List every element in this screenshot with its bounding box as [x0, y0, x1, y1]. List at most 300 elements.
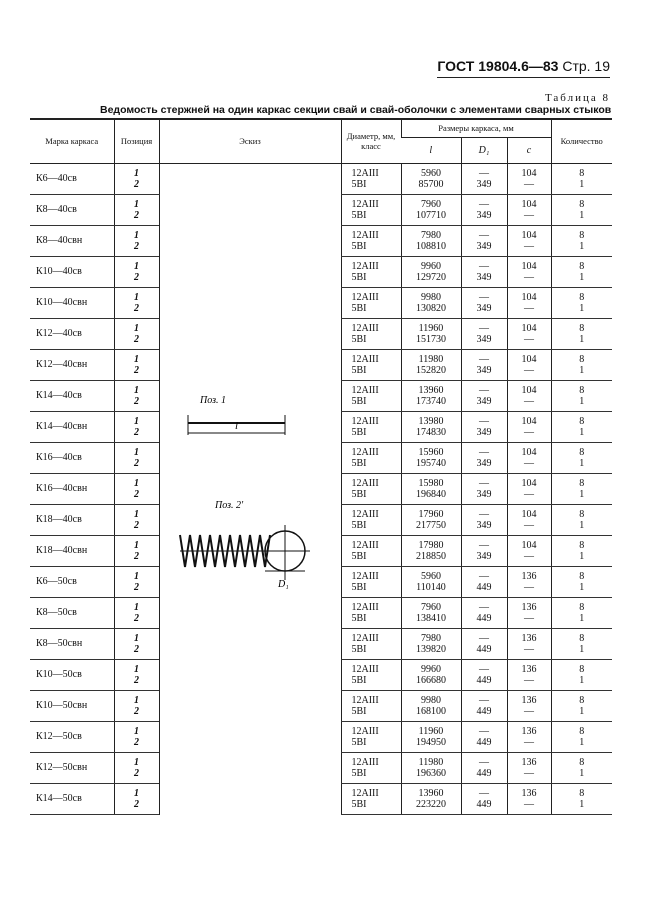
position-2: 2	[134, 178, 139, 190]
col-mark: Марка каркаса	[30, 119, 114, 163]
l-cell	[401, 194, 461, 225]
c-cell	[507, 721, 551, 752]
l-1: 17980	[418, 539, 444, 551]
position-cell	[114, 504, 159, 535]
c-1: 136	[521, 725, 537, 737]
d1-1: —	[479, 353, 489, 365]
position-2: 2	[134, 457, 139, 469]
d1-cell	[461, 597, 507, 628]
qty-1: 8	[579, 415, 585, 427]
position-2: 2	[134, 209, 139, 221]
c-2: —	[524, 674, 534, 686]
diameter-2: 5ВI	[351, 581, 367, 593]
d1-1: —	[479, 446, 489, 458]
mark-cell: К10—40свн	[30, 287, 114, 318]
c-1: 104	[521, 446, 537, 458]
mark-cell: К14—40св	[30, 380, 114, 411]
c-cell	[507, 442, 551, 473]
qty-cell	[551, 628, 612, 659]
d1-1: —	[479, 384, 489, 396]
diameter-2: 5ВI	[351, 519, 367, 531]
position-1: 1	[134, 663, 139, 675]
diameter-1: 12АIII	[351, 601, 379, 613]
col-qty: Количество	[551, 119, 612, 163]
position-1: 1	[134, 508, 139, 520]
position-cell	[114, 473, 159, 504]
position-2: 2	[134, 643, 139, 655]
c-2: —	[524, 395, 534, 407]
d1-cell	[461, 752, 507, 783]
pos1-label: Поз. 1	[200, 395, 226, 406]
qty-cell	[551, 256, 612, 287]
c-2: —	[524, 271, 534, 283]
l-1: 11980	[418, 756, 444, 768]
position-2: 2	[134, 302, 139, 314]
d1-1: —	[479, 508, 489, 520]
l-2: 85700	[418, 178, 444, 190]
l-1: 9980	[421, 694, 441, 706]
d1-2: 349	[476, 209, 492, 221]
d1-2: 349	[476, 426, 492, 438]
position-cell	[114, 194, 159, 225]
d1-2: 449	[476, 581, 492, 593]
qty-1: 8	[579, 322, 585, 334]
position-2: 2	[134, 426, 139, 438]
d1-1: —	[479, 539, 489, 551]
qty-1: 8	[579, 725, 585, 737]
position-cell	[114, 659, 159, 690]
position-1: 1	[134, 601, 139, 613]
d1-2: 449	[476, 643, 492, 655]
d1-1: —	[479, 663, 489, 675]
position-cell	[114, 535, 159, 566]
diameter-2: 5ВI	[351, 643, 367, 655]
position-2: 2	[134, 798, 139, 810]
l-2: 166680	[416, 674, 446, 686]
qty-2: 1	[579, 457, 585, 469]
qty-2: 1	[579, 209, 585, 221]
l-cell	[401, 721, 461, 752]
diameter-2: 5ВI	[351, 271, 367, 283]
l-1: 9960	[421, 260, 441, 272]
qty-1: 8	[579, 570, 585, 582]
l-1: 9980	[421, 291, 441, 303]
c-cell	[507, 163, 551, 194]
diameter-cell	[341, 690, 401, 721]
d1-1: —	[479, 477, 489, 489]
position-cell	[114, 349, 159, 380]
diameter-cell	[341, 194, 401, 225]
l-cell	[401, 783, 461, 814]
diameter-cell	[341, 411, 401, 442]
l-cell	[401, 690, 461, 721]
c-1: 104	[521, 291, 537, 303]
d1-cell	[461, 721, 507, 752]
c-2: —	[524, 426, 534, 438]
l-cell	[401, 318, 461, 349]
c-1: 136	[521, 632, 537, 644]
diameter-2: 5ВI	[351, 612, 367, 624]
c-1: 104	[521, 322, 537, 334]
position-cell	[114, 163, 159, 194]
d1-1: —	[479, 570, 489, 582]
qty-cell	[551, 504, 612, 535]
diameter-1: 12АIII	[351, 291, 379, 303]
qty-cell	[551, 752, 612, 783]
d1-1: —	[479, 694, 489, 706]
d1-2: 349	[476, 178, 492, 190]
position-1: 1	[134, 260, 139, 272]
position-1: 1	[134, 694, 139, 706]
diameter-1: 12АIII	[351, 446, 379, 458]
position-cell	[114, 225, 159, 256]
diameter-1: 12АIII	[351, 260, 379, 272]
diameter-1: 12АIII	[351, 725, 379, 737]
l-1: 5960	[421, 167, 441, 179]
diameter-cell	[341, 659, 401, 690]
mark-cell: К8—50св	[30, 597, 114, 628]
diameter-cell	[341, 721, 401, 752]
table-number: Таблица 8	[544, 92, 610, 104]
qty-cell	[551, 411, 612, 442]
c-cell	[507, 783, 551, 814]
qty-2: 1	[579, 178, 585, 190]
position-2: 2	[134, 705, 139, 717]
position-cell	[114, 287, 159, 318]
l-2: 173740	[416, 395, 446, 407]
position-1: 1	[134, 632, 139, 644]
diameter-1: 12АIII	[351, 477, 379, 489]
qty-2: 1	[579, 426, 585, 438]
d1-2: 349	[476, 457, 492, 469]
qty-cell	[551, 380, 612, 411]
d1-2: 349	[476, 519, 492, 531]
diameter-2: 5ВI	[351, 240, 367, 252]
c-1: 136	[521, 694, 537, 706]
col-c: c	[507, 137, 551, 163]
d1-2: 349	[476, 488, 492, 500]
qty-cell	[551, 194, 612, 225]
diameter-2: 5ВI	[351, 550, 367, 562]
d1-2: 449	[476, 674, 492, 686]
position-1: 1	[134, 198, 139, 210]
d1-1: —	[479, 632, 489, 644]
diameter-2: 5ВI	[351, 302, 367, 314]
diameter-1: 12АIII	[351, 322, 379, 334]
position-2: 2	[134, 333, 139, 345]
mark-cell: К10—40св	[30, 256, 114, 287]
c-2: —	[524, 333, 534, 345]
diameter-2: 5ВI	[351, 705, 367, 717]
diameter-cell	[341, 225, 401, 256]
l-2: 129720	[416, 271, 446, 283]
c-2: —	[524, 457, 534, 469]
diameter-2: 5ВI	[351, 457, 367, 469]
mark-cell: К12—40св	[30, 318, 114, 349]
d1-2: 449	[476, 767, 492, 779]
qty-2: 1	[579, 302, 585, 314]
l-cell	[401, 752, 461, 783]
position-2: 2	[134, 364, 139, 376]
mark-cell: К14—50св	[30, 783, 114, 814]
page-number: Стр. 19	[562, 58, 610, 74]
c-cell	[507, 194, 551, 225]
c-2: —	[524, 767, 534, 779]
qty-cell	[551, 163, 612, 194]
diameter-cell	[341, 287, 401, 318]
qty-cell	[551, 349, 612, 380]
qty-2: 1	[579, 612, 585, 624]
position-cell	[114, 256, 159, 287]
c-2: —	[524, 488, 534, 500]
d1-cell	[461, 287, 507, 318]
position-1: 1	[134, 322, 139, 334]
position-cell	[114, 721, 159, 752]
c-1: 104	[521, 198, 537, 210]
c-2: —	[524, 209, 534, 221]
l-2: 152820	[416, 364, 446, 376]
diameter-2: 5ВI	[351, 488, 367, 500]
c-2: —	[524, 364, 534, 376]
diameter-1: 12АIII	[351, 353, 379, 365]
d1-1: —	[479, 229, 489, 241]
diameter-cell	[341, 535, 401, 566]
diameter-2: 5ВI	[351, 798, 367, 810]
c-cell	[507, 535, 551, 566]
qty-cell	[551, 225, 612, 256]
position-2: 2	[134, 550, 139, 562]
d1-cell	[461, 349, 507, 380]
l-1: 7960	[421, 198, 441, 210]
c-2: —	[524, 705, 534, 717]
diameter-cell	[341, 473, 401, 504]
d1-1: —	[479, 291, 489, 303]
c-cell	[507, 411, 551, 442]
diameter-1: 12АIII	[351, 570, 379, 582]
c-2: —	[524, 798, 534, 810]
mark-cell: К14—40свн	[30, 411, 114, 442]
c-cell	[507, 504, 551, 535]
c-1: 136	[521, 663, 537, 675]
d1-1: —	[479, 167, 489, 179]
l-1: 9960	[421, 663, 441, 675]
d1-cell	[461, 411, 507, 442]
qty-1: 8	[579, 353, 585, 365]
pos2-label: Поз. 2'	[215, 500, 244, 511]
d1-2: 449	[476, 798, 492, 810]
diameter-cell	[341, 752, 401, 783]
position-1: 1	[134, 725, 139, 737]
l-cell	[401, 442, 461, 473]
qty-2: 1	[579, 271, 585, 283]
qty-1: 8	[579, 384, 585, 396]
c-1: 136	[521, 787, 537, 799]
qty-2: 1	[579, 488, 585, 500]
l-cell	[401, 535, 461, 566]
diameter-2: 5ВI	[351, 333, 367, 345]
d1-2: 349	[476, 333, 492, 345]
c-1: 104	[521, 229, 537, 241]
col-position: Позиция	[114, 119, 159, 163]
l-cell	[401, 504, 461, 535]
diameter-cell	[341, 318, 401, 349]
position-1: 1	[134, 353, 139, 365]
l-cell	[401, 473, 461, 504]
mark-cell: К8—50свн	[30, 628, 114, 659]
qty-cell	[551, 287, 612, 318]
l-1: 7960	[421, 601, 441, 613]
mark-cell: К16—40св	[30, 442, 114, 473]
qty-1: 8	[579, 756, 585, 768]
position-cell	[114, 752, 159, 783]
qty-2: 1	[579, 767, 585, 779]
position-cell	[114, 628, 159, 659]
pos2-dim: D₁	[278, 579, 289, 590]
d1-cell	[461, 690, 507, 721]
diameter-cell	[341, 163, 401, 194]
d1-2: 449	[476, 612, 492, 624]
position-1: 1	[134, 415, 139, 427]
l-2: 217750	[416, 519, 446, 531]
table-title: Ведомость стержней на один каркас секции свай и свай-оболочки с элементами сварных стыков	[100, 104, 612, 116]
col-sizes: Размеры каркаса, мм	[401, 119, 551, 137]
d1-cell	[461, 318, 507, 349]
sketch-drawing	[160, 395, 340, 615]
mark-cell: К12—50свн	[30, 752, 114, 783]
position-1: 1	[134, 446, 139, 458]
qty-1: 8	[579, 477, 585, 489]
l-2: 110140	[416, 581, 446, 593]
l-2: 218850	[416, 550, 446, 562]
d1-2: 449	[476, 705, 492, 717]
l-1: 13960	[418, 384, 444, 396]
qty-1: 8	[579, 291, 585, 303]
d1-2: 349	[476, 395, 492, 407]
standard-number: ГОСТ 19804.6—83	[437, 58, 559, 74]
position-1: 1	[134, 477, 139, 489]
qty-cell	[551, 535, 612, 566]
c-cell	[507, 256, 551, 287]
qty-cell	[551, 473, 612, 504]
c-1: 104	[521, 167, 537, 179]
c-cell	[507, 566, 551, 597]
l-1: 13980	[418, 415, 444, 427]
l-2: 139820	[416, 643, 446, 655]
diameter-1: 12АIII	[351, 663, 379, 675]
l-cell	[401, 659, 461, 690]
diameter-2: 5ВI	[351, 767, 367, 779]
qty-1: 8	[579, 508, 585, 520]
diameter-2: 5ВI	[351, 426, 367, 438]
mark-cell: К12—40свн	[30, 349, 114, 380]
l-2: 168100	[416, 705, 446, 717]
diameter-1: 12АIII	[351, 539, 379, 551]
d1-1: —	[479, 322, 489, 334]
qty-cell	[551, 721, 612, 752]
c-cell	[507, 287, 551, 318]
mark-cell: К16—40свн	[30, 473, 114, 504]
l-cell	[401, 380, 461, 411]
position-cell	[114, 566, 159, 597]
c-1: 104	[521, 260, 537, 272]
position-1: 1	[134, 539, 139, 551]
d1-cell	[461, 225, 507, 256]
d1-1: —	[479, 787, 489, 799]
qty-2: 1	[579, 798, 585, 810]
d1-1: —	[479, 601, 489, 613]
position-1: 1	[134, 229, 139, 241]
col-sketch: Эскиз	[159, 119, 341, 163]
diameter-2: 5ВI	[351, 209, 367, 221]
qty-2: 1	[579, 519, 585, 531]
qty-cell	[551, 318, 612, 349]
qty-1: 8	[579, 539, 585, 551]
position-2: 2	[134, 271, 139, 283]
col-d1: D₁	[461, 137, 507, 163]
c-2: —	[524, 550, 534, 562]
d1-2: 349	[476, 550, 492, 562]
qty-cell	[551, 566, 612, 597]
l-cell	[401, 597, 461, 628]
d1-cell	[461, 535, 507, 566]
l-1: 15960	[418, 446, 444, 458]
l-1: 11960	[418, 725, 444, 737]
diameter-1: 12АIII	[351, 384, 379, 396]
c-1: 136	[521, 756, 537, 768]
mark-cell: К6—50св	[30, 566, 114, 597]
d1-cell	[461, 442, 507, 473]
d1-cell	[461, 783, 507, 814]
c-cell	[507, 690, 551, 721]
l-1: 5960	[421, 570, 441, 582]
l-cell	[401, 256, 461, 287]
mark-cell: К18—40свн	[30, 535, 114, 566]
l-2: 223220	[416, 798, 446, 810]
table-row	[30, 163, 612, 194]
mark-cell: К10—50свн	[30, 690, 114, 721]
diameter-2: 5ВI	[351, 674, 367, 686]
d1-1: —	[479, 415, 489, 427]
d1-cell	[461, 256, 507, 287]
d1-cell	[461, 659, 507, 690]
d1-cell	[461, 628, 507, 659]
diameter-2: 5ВI	[351, 178, 367, 190]
position-cell	[114, 411, 159, 442]
d1-2: 349	[476, 364, 492, 376]
position-cell	[114, 318, 159, 349]
l-cell	[401, 411, 461, 442]
l-2: 108810	[416, 240, 446, 252]
c-1: 104	[521, 539, 537, 551]
page-header	[437, 58, 610, 78]
l-2: 130820	[416, 302, 446, 314]
qty-cell	[551, 597, 612, 628]
qty-2: 1	[579, 395, 585, 407]
diameter-cell	[341, 256, 401, 287]
diameter-1: 12АIII	[351, 508, 379, 520]
mark-cell: К8—40св	[30, 194, 114, 225]
qty-2: 1	[579, 550, 585, 562]
qty-2: 1	[579, 705, 585, 717]
diameter-1: 12АIII	[351, 415, 379, 427]
l-cell	[401, 225, 461, 256]
qty-1: 8	[579, 167, 585, 179]
d1-cell	[461, 163, 507, 194]
mark-cell: К10—50св	[30, 659, 114, 690]
d1-cell	[461, 504, 507, 535]
position-2: 2	[134, 674, 139, 686]
position-cell	[114, 597, 159, 628]
